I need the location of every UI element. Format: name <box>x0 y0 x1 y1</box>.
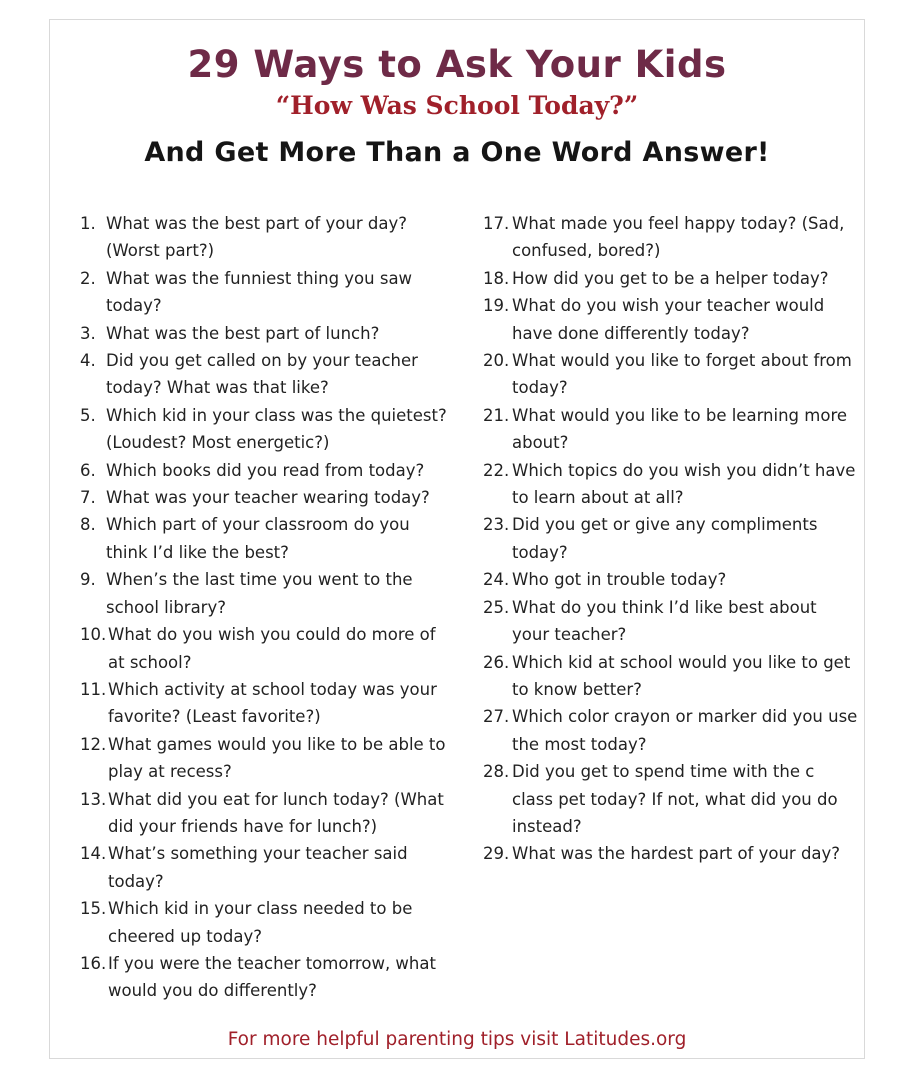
item-text: What do you wish your teacher would have done differently today? <box>512 296 825 343</box>
item-number: 11. <box>80 679 107 699</box>
item-number: 12. <box>80 734 107 754</box>
item-number: 9. <box>80 570 96 590</box>
item-text: Which books did you read from today? <box>106 460 425 480</box>
item-number: 25. <box>483 597 510 617</box>
item-text: What was the funniest thing you saw today? <box>106 268 413 316</box>
item-number: 4. <box>80 351 96 371</box>
item-number: 2. <box>80 268 96 288</box>
list-item <box>80 320 455 347</box>
item-text: Which topics do you wish you didn’t have to learn about at all? <box>512 460 856 508</box>
item-number: 10. <box>80 625 107 645</box>
page-subtitle-quote: “How Was School Today?” <box>275 91 639 120</box>
list-item <box>80 786 455 841</box>
list-item <box>483 402 858 457</box>
item-number: 3. <box>80 323 96 343</box>
item-number: 24. <box>483 570 510 590</box>
list-item <box>483 566 858 593</box>
list-item <box>483 265 858 292</box>
page-title: 29 Ways to Ask Your Kids <box>187 43 727 86</box>
page-tagline: And Get More Than a One Word Answer! <box>144 137 770 168</box>
item-number: 14. <box>80 844 107 864</box>
item-text: Which kid at school would you like to get to know better? <box>512 652 851 699</box>
list-item <box>80 484 455 511</box>
item-number: 23. <box>483 515 510 535</box>
item-text: What would you like to forget about from today? <box>512 351 852 398</box>
list-item <box>483 210 858 265</box>
item-number: 8. <box>80 515 96 535</box>
item-number: 27. <box>483 707 510 727</box>
item-text: What made you feel happy today? (Sad, confused, bored?) <box>512 214 845 261</box>
item-number: 1. <box>80 214 96 233</box>
tips-card <box>49 19 865 1059</box>
list-item <box>80 621 455 676</box>
list-item <box>80 265 455 320</box>
item-text: Which kid in your class was the quietest? (Loudest? Most energetic?) <box>106 405 447 453</box>
list-item <box>80 347 455 402</box>
item-number: 28. <box>483 762 510 782</box>
list-item <box>80 676 455 731</box>
item-text: What did you eat for lunch today? (What did your friends have for lunch?) <box>108 789 444 836</box>
questions-left-column <box>80 210 455 1005</box>
list-item <box>80 895 455 950</box>
list-item <box>80 731 455 786</box>
item-text: What do you think I’d like best about your teacher? <box>512 597 817 645</box>
list-item <box>483 649 858 704</box>
list-item <box>483 703 858 758</box>
list-item <box>80 566 455 621</box>
item-number: 26. <box>483 652 510 672</box>
list-item <box>80 457 455 484</box>
item-text: Did you get called on by your teacher today? What was that like? <box>106 351 418 398</box>
item-number: 15. <box>80 899 107 919</box>
item-text: What’s something your teacher said today? <box>108 844 408 891</box>
list-item <box>483 840 858 867</box>
item-number: 16. <box>80 953 107 973</box>
item-text: What would you like to be learning more about? <box>512 405 848 453</box>
list-item <box>483 347 858 402</box>
footer-link-text: For more helpful parenting tips visit Latitudes.org <box>227 1029 687 1050</box>
item-number: 6. <box>80 460 96 480</box>
list-item <box>483 758 858 840</box>
list-item <box>80 402 455 457</box>
item-number: 20. <box>483 351 510 371</box>
item-text: What do you wish you could do more of at school? <box>108 625 436 672</box>
item-text: When’s the last time you went to the school library? <box>106 570 413 617</box>
item-text: Which activity at school today was your favorite? (Least favorite?) <box>108 679 437 727</box>
item-number: 13. <box>80 789 107 809</box>
questions-right-column <box>483 210 858 868</box>
item-text: What was the best part of lunch? <box>106 323 380 343</box>
item-text: What was the best part of your day? (Worst part?) <box>106 214 407 261</box>
list-item <box>483 457 858 512</box>
list-item <box>483 292 858 347</box>
item-number: 22. <box>483 460 510 480</box>
item-number: 29. <box>483 844 510 864</box>
item-text: If you were the teacher tomorrow, what would you do differently? <box>108 953 436 1001</box>
item-text: Who got in trouble today? <box>512 570 727 590</box>
list-item <box>80 950 455 1005</box>
item-number: 19. <box>483 296 510 316</box>
item-number: 18. <box>483 268 510 288</box>
item-text: Which part of your classroom do you think I’d like the best? <box>106 515 410 562</box>
item-text: What was the hardest part of your day? <box>512 844 841 864</box>
list-item <box>483 511 858 566</box>
item-text: Did you get or give any compliments today? <box>512 515 818 562</box>
list-item <box>80 210 455 265</box>
list-item <box>80 511 455 566</box>
item-text: Did you get to spend time with the c class pet today? If not, what did you do instead? <box>512 762 838 836</box>
item-number: 5. <box>80 405 96 425</box>
item-text: How did you get to be a helper today? <box>512 268 829 288</box>
item-text: Which color crayon or marker did you use the most today? <box>512 707 858 754</box>
list-item <box>80 840 455 895</box>
item-text: Which kid in your class needed to be cheered up today? <box>108 899 413 946</box>
list-item <box>483 594 858 649</box>
item-number: 17. <box>483 214 510 233</box>
item-number: 7. <box>80 488 96 508</box>
item-number: 21. <box>483 405 510 425</box>
item-text: What games would you like to be able to play at recess? <box>108 734 446 782</box>
item-text: What was your teacher wearing today? <box>106 488 430 508</box>
